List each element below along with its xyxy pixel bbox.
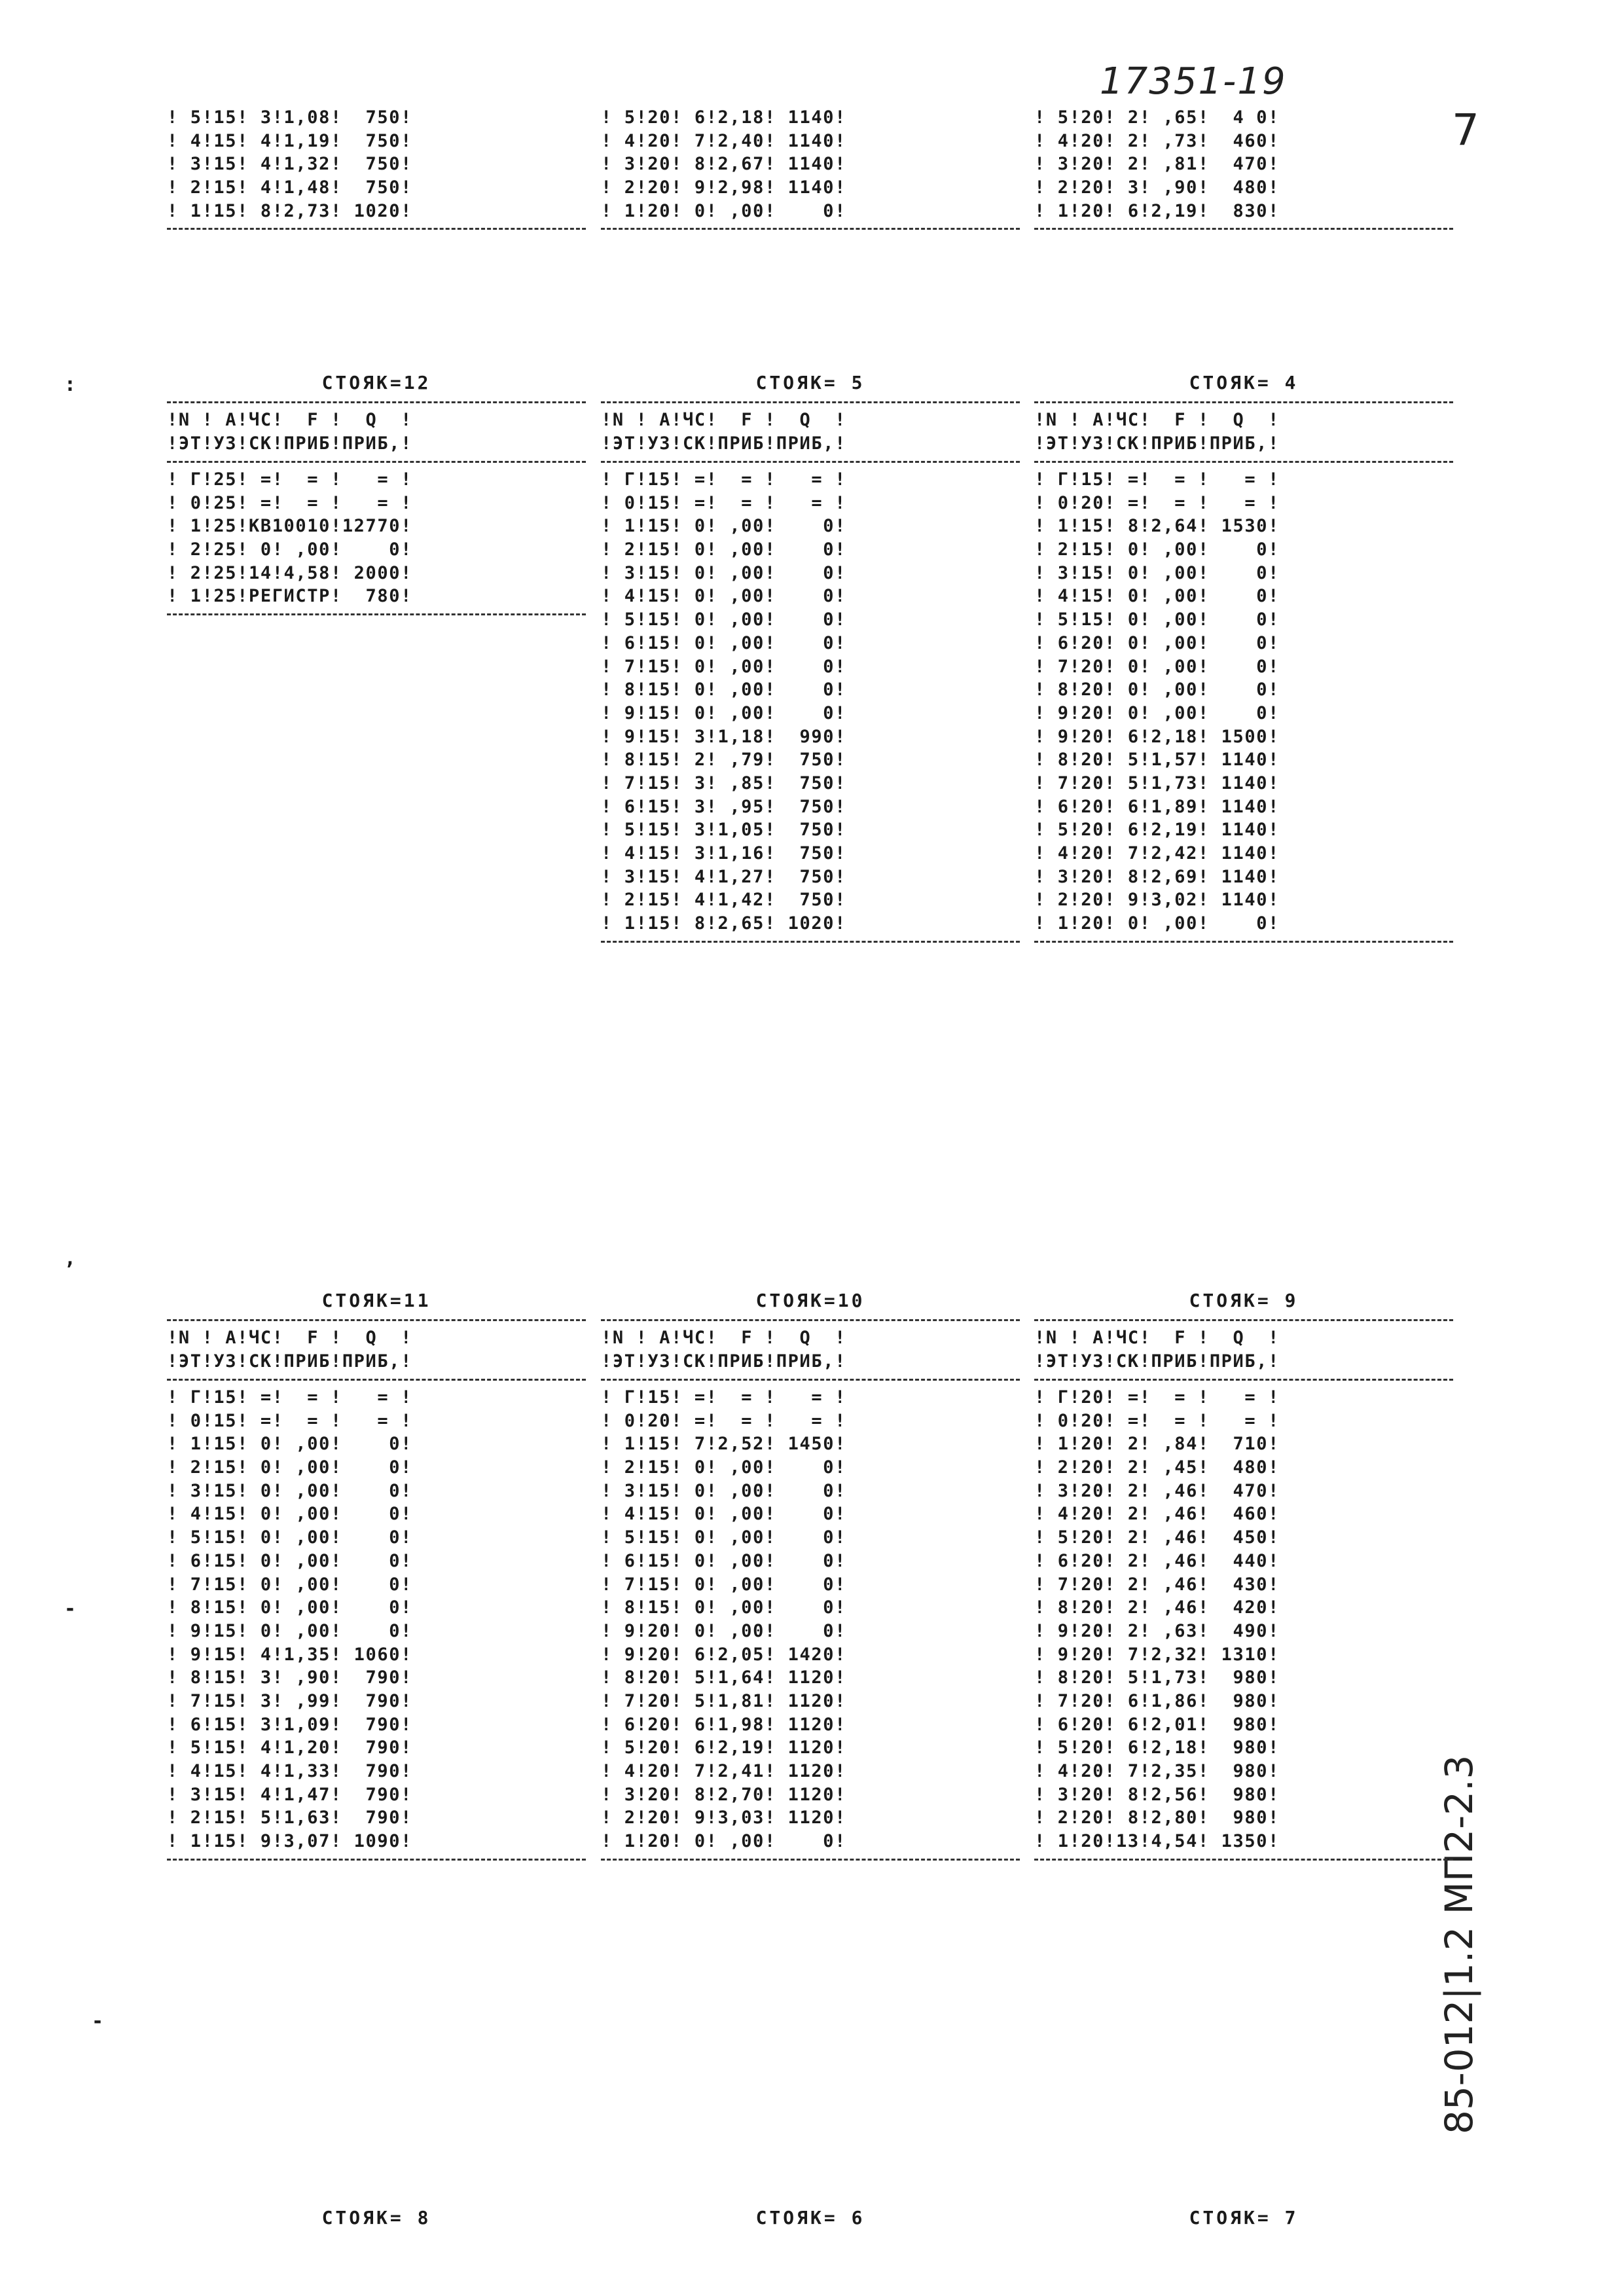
table-row: ! 6!20! 6!2,01! 980!	[1034, 1714, 1280, 1735]
table-row: ! Г!20! =! = ! = !	[1034, 1387, 1280, 1408]
table-row: ! 0!20! =! = ! = !	[601, 1410, 846, 1431]
riser-table-10	[601, 1288, 1020, 1866]
table-body	[601, 468, 1020, 936]
table-row: ! 2!20! 9!3,02! 1140!	[1034, 890, 1280, 911]
margin-mark: -	[64, 1597, 77, 1620]
table-title: СТОЯК= 7	[1189, 2207, 1299, 2228]
table-row: ! 1!20!13!4,54! 1350!	[1034, 1831, 1280, 1852]
table-row: ! 4!20! 2! ,46! 460!	[1034, 1504, 1280, 1525]
table-row: ! 1!25!РЕГИСТР! 780!	[167, 586, 412, 607]
table-row: ! 2!15! 4!1,42! 750!	[601, 890, 846, 911]
riser-table-4	[1034, 370, 1453, 948]
top-rows-1	[167, 106, 586, 223]
table-row: ! 1!15! 7!2,52! 1450!	[601, 1434, 846, 1455]
margin-mark: :	[64, 373, 77, 396]
riser-table-12	[167, 370, 586, 621]
divider	[167, 461, 586, 463]
riser-table-5	[601, 370, 1020, 948]
table-title: СТОЯК=10	[755, 1290, 865, 1311]
header-row: !ЭТ!УЗ!СК!ПРИБ!ПРИБ,!	[601, 1351, 846, 1372]
table-row: ! 1!20! 0! ,00! 0!	[1034, 913, 1280, 934]
table-row: ! 4!15! 0! ,00! 0!	[1034, 586, 1280, 607]
table-row: ! 4!20! 7!2,35! 980!	[1034, 1761, 1280, 1781]
table-row: ! Г!15! =! = ! = !	[601, 1387, 846, 1408]
table-row: ! 5!15! 0! ,00! 0!	[601, 609, 846, 630]
table-row: ! 5!15! 3!1,08! 750!	[167, 107, 412, 128]
table-row: ! 3!20! 2! ,81! 470!	[1034, 154, 1280, 175]
table-title: СТОЯК= 5	[755, 372, 865, 393]
table-row: ! 0!25! =! = ! = !	[167, 492, 412, 513]
table-row: ! 5!15! 4!1,20! 790!	[167, 1737, 412, 1758]
table-body	[1034, 468, 1453, 936]
table-row: ! 6!20! 6!1,98! 1120!	[601, 1714, 846, 1735]
table-row: ! 8!15! 2! ,79! 750!	[601, 750, 846, 771]
divider	[167, 1319, 586, 1321]
table-row: ! 3!20! 2! ,46! 470!	[1034, 1480, 1280, 1501]
table-row: ! 5!20! 2! ,46! 450!	[1034, 1527, 1280, 1548]
table-row: ! 6!20! 2! ,46! 440!	[1034, 1550, 1280, 1571]
table-body	[167, 468, 586, 608]
table-row: ! 9!20! 6!2,18! 1500!	[1034, 726, 1280, 747]
table-row: ! 3!20! 8!2,70! 1120!	[601, 1784, 846, 1805]
table-row: ! Г!15! =! = ! = !	[167, 1387, 412, 1408]
divider	[167, 1379, 586, 1381]
divider	[601, 461, 1020, 463]
table-row: ! 6!20! 6!1,89! 1140!	[1034, 796, 1280, 817]
table-row: ! 3!15! 0! ,00! 0!	[601, 1480, 846, 1501]
table-row: ! 8!20! 5!1,73! 980!	[1034, 1667, 1280, 1688]
table-row: ! 8!20! 5!1,57! 1140!	[1034, 750, 1280, 771]
header-row: !ЭТ!УЗ!СК!ПРИБ!ПРИБ,!	[601, 433, 846, 454]
table-row: ! 8!15! 3! ,90! 790!	[167, 1667, 412, 1688]
table-title: СТОЯК=11	[321, 1290, 431, 1311]
header-row: !N ! А!ЧС! F ! Q !	[167, 410, 412, 430]
divider	[1034, 228, 1453, 230]
table-row: ! 4!20! 7!2,40! 1140!	[601, 130, 846, 151]
divider	[601, 941, 1020, 943]
riser-title-6	[601, 2205, 1020, 2231]
table-row: ! 7!20! 6!1,86! 980!	[1034, 1690, 1280, 1711]
table-row: ! 2!20! 9!2,98! 1140!	[601, 177, 846, 198]
table-row: ! Г!15! =! = ! = !	[601, 469, 846, 490]
table-row: ! 8!15! 0! ,00! 0!	[601, 1597, 846, 1618]
table-row: ! 2!15! 5!1,63! 790!	[167, 1808, 412, 1828]
table-row: ! 5!20! 6!2,18! 1140!	[601, 107, 846, 128]
top-table-1	[167, 106, 586, 235]
divider	[167, 228, 586, 230]
table-row: ! 1!15! 9!3,07! 1090!	[167, 1831, 412, 1852]
table-row: ! 1!15! 8!2,64! 1530!	[1034, 516, 1280, 537]
top-rows-2	[601, 106, 1020, 223]
divider	[167, 1859, 586, 1861]
table-row: ! 3!15! 4!1,47! 790!	[167, 1784, 412, 1805]
header-row: !N ! А!ЧС! F ! Q !	[601, 1328, 846, 1348]
table-row: ! 1!15! 8!2,73! 1020!	[167, 200, 412, 221]
table-row: ! 5!20! 2! ,65! 4 0!	[1034, 107, 1280, 128]
table-row: ! 1!15! 8!2,65! 1020!	[601, 913, 846, 934]
table-row: ! 3!15! 0! ,00! 0!	[1034, 562, 1280, 583]
riser-table-11	[167, 1288, 586, 1866]
top-table-3	[1034, 106, 1453, 235]
table-row: ! 6!15! 0! ,00! 0!	[601, 1550, 846, 1571]
top-rows-3	[1034, 106, 1453, 223]
table-row: ! 8!15! 0! ,00! 0!	[167, 1597, 412, 1618]
table-row: ! 5!15! 3!1,05! 750!	[601, 820, 846, 841]
header-row: !ЭТ!УЗ!СК!ПРИБ!ПРИБ,!	[1034, 433, 1280, 454]
table-row: ! 3!20! 8!2,67! 1140!	[601, 154, 846, 175]
riser-title-7	[1034, 2205, 1453, 2231]
table-row: ! 2!15! 0! ,00! 0!	[1034, 539, 1280, 560]
table-title: СТОЯК= 6	[755, 2207, 865, 2228]
table-row: ! 6!15! 3!1,09! 790!	[167, 1714, 412, 1735]
table-row: ! 9!20! 0! ,00! 0!	[601, 1620, 846, 1641]
table-row: ! 8!20! 2! ,46! 420!	[1034, 1597, 1280, 1618]
table-row: ! 9!20! 6!2,05! 1420!	[601, 1644, 846, 1665]
riser-title-8	[167, 2205, 586, 2231]
table-row: ! 2!20! 8!2,80! 980!	[1034, 1808, 1280, 1828]
table-row: ! 4!20! 7!2,41! 1120!	[601, 1761, 846, 1781]
table-row: ! 0!15! =! = ! = !	[167, 1410, 412, 1431]
table-row: ! 2!15! 0! ,00! 0!	[601, 539, 846, 560]
table-row: ! 5!20! 6!2,19! 1140!	[1034, 820, 1280, 841]
doc-number: 17351-19	[1100, 60, 1287, 103]
table-row: ! 4!15! 0! ,00! 0!	[601, 586, 846, 607]
table-row: ! Г!25! =! = ! = !	[167, 469, 412, 490]
table-body	[601, 1386, 1020, 1853]
table-row: ! 4!15! 0! ,00! 0!	[167, 1504, 412, 1525]
table-row: ! 9!20! 7!2,32! 1310!	[1034, 1644, 1280, 1665]
table-row: ! 8!20! 5!1,64! 1120!	[601, 1667, 846, 1688]
table-row: ! 8!15! 0! ,00! 0!	[601, 680, 846, 700]
table-row: ! 9!20! 0! ,00! 0!	[1034, 702, 1280, 723]
table-row: ! 7!20! 5!1,81! 1120!	[601, 1690, 846, 1711]
table-row: ! 4!15! 4!1,33! 790!	[167, 1761, 412, 1781]
table-row: ! 1!20! 6!2,19! 830!	[1034, 200, 1280, 221]
table-row: ! 2!20! 3! ,90! 480!	[1034, 177, 1280, 198]
table-header	[167, 409, 586, 456]
header-row: !ЭТ!УЗ!СК!ПРИБ!ПРИБ,!	[167, 433, 412, 454]
table-row: ! 4!15! 4!1,19! 750!	[167, 130, 412, 151]
table-row: ! 1!20! 2! ,84! 710!	[1034, 1434, 1280, 1455]
table-title: СТОЯК= 4	[1189, 372, 1299, 393]
table-row: ! 2!15! 0! ,00! 0!	[167, 1457, 412, 1478]
table-row: ! 4!15! 0! ,00! 0!	[601, 1504, 846, 1525]
divider	[601, 228, 1020, 230]
table-body	[167, 1386, 586, 1853]
header-row: !N ! А!ЧС! F ! Q !	[1034, 1328, 1280, 1348]
table-row: ! 2!15! 4!1,48! 750!	[167, 177, 412, 198]
table-row: ! 7!20! 5!1,73! 1140!	[1034, 773, 1280, 793]
table-row: ! 1!15! 0! ,00! 0!	[167, 1434, 412, 1455]
divider	[1034, 1859, 1453, 1861]
table-row: ! 2!15! 0! ,00! 0!	[601, 1457, 846, 1478]
table-title: СТОЯК=12	[321, 372, 431, 393]
table-row: ! 5!15! 0! ,00! 0!	[167, 1527, 412, 1548]
table-row: ! 3!15! 4!1,27! 750!	[601, 866, 846, 887]
table-row: ! 7!20! 2! ,46! 430!	[1034, 1574, 1280, 1595]
table-row: ! 3!20! 8!2,69! 1140!	[1034, 866, 1280, 887]
divider	[167, 613, 586, 615]
table-row: ! 9!20! 2! ,63! 490!	[1034, 1620, 1280, 1641]
table-row: ! 1!15! 0! ,00! 0!	[601, 516, 846, 537]
table-row: ! 0!15! =! = ! = !	[601, 492, 846, 513]
table-row: ! 2!20! 2! ,45! 480!	[1034, 1457, 1280, 1478]
side-code: 85-012|1.2 МП2-2.3	[1437, 1755, 1481, 2134]
divider	[1034, 1319, 1453, 1321]
divider	[1034, 401, 1453, 403]
divider	[601, 1379, 1020, 1381]
table-row: ! 6!15! 0! ,00! 0!	[601, 632, 846, 653]
table-row: ! 6!15! 3! ,95! 750!	[601, 796, 846, 817]
table-row: ! 2!25! 0! ,00! 0!	[167, 539, 412, 560]
divider	[1034, 461, 1453, 463]
table-header	[601, 1326, 1020, 1373]
page-number: 7	[1452, 105, 1479, 155]
table-row: ! 3!15! 0! ,00! 0!	[601, 562, 846, 583]
table-row: ! 1!25!КВ10010!12770!	[167, 516, 412, 537]
table-row: ! 7!15! 0! ,00! 0!	[601, 656, 846, 677]
table-row: ! Г!15! =! = ! = !	[1034, 469, 1280, 490]
table-row: ! 5!15! 0! ,00! 0!	[1034, 609, 1280, 630]
table-title: СТОЯК= 8	[321, 2207, 431, 2228]
table-row: ! 8!20! 0! ,00! 0!	[1034, 680, 1280, 700]
table-title: СТОЯК= 9	[1189, 1290, 1299, 1311]
header-row: !ЭТ!УЗ!СК!ПРИБ!ПРИБ,!	[167, 1351, 412, 1372]
header-row: !ЭТ!УЗ!СК!ПРИБ!ПРИБ,!	[1034, 1351, 1280, 1372]
table-row: ! 7!15! 3! ,99! 790!	[167, 1690, 412, 1711]
margin-mark: ,	[64, 1247, 77, 1270]
table-row: ! 6!15! 0! ,00! 0!	[167, 1550, 412, 1571]
table-row: ! 4!15! 3!1,16! 750!	[601, 843, 846, 864]
table-row: ! 6!20! 0! ,00! 0!	[1034, 632, 1280, 653]
table-row: ! 9!15! 0! ,00! 0!	[601, 702, 846, 723]
table-row: ! 7!15! 3! ,85! 750!	[601, 773, 846, 793]
table-header	[1034, 409, 1453, 456]
divider	[167, 401, 586, 403]
table-row: ! 7!15! 0! ,00! 0!	[167, 1574, 412, 1595]
table-row: ! 2!20! 9!3,03! 1120!	[601, 1808, 846, 1828]
table-row: ! 3!15! 0! ,00! 0!	[167, 1480, 412, 1501]
table-row: ! 0!20! =! = ! = !	[1034, 1410, 1280, 1431]
table-row: ! 1!20! 0! ,00! 0!	[601, 200, 846, 221]
table-row: ! 3!15! 4!1,32! 750!	[167, 154, 412, 175]
table-header	[1034, 1326, 1453, 1373]
table-row: ! 4!20! 2! ,73! 460!	[1034, 130, 1280, 151]
divider	[1034, 1379, 1453, 1381]
table-row: ! 9!15! 0! ,00! 0!	[167, 1620, 412, 1641]
table-row: ! 2!25!14!4,58! 2000!	[167, 562, 412, 583]
table-body	[1034, 1386, 1453, 1853]
table-row: ! 7!15! 0! ,00! 0!	[601, 1574, 846, 1595]
divider	[601, 1859, 1020, 1861]
header-row: !N ! А!ЧС! F ! Q !	[1034, 410, 1280, 430]
header-row: !N ! А!ЧС! F ! Q !	[167, 1328, 412, 1348]
table-row: ! 9!15! 3!1,18! 990!	[601, 726, 846, 747]
table-row: ! 7!20! 0! ,00! 0!	[1034, 656, 1280, 677]
table-row: ! 3!20! 8!2,56! 980!	[1034, 1784, 1280, 1805]
divider	[1034, 941, 1453, 943]
table-row: ! 9!15! 4!1,35! 1060!	[167, 1644, 412, 1665]
table-row: ! 0!20! =! = ! = !	[1034, 492, 1280, 513]
top-table-2	[601, 106, 1020, 235]
table-header	[601, 409, 1020, 456]
table-header	[167, 1326, 586, 1373]
margin-mark: -	[92, 2010, 104, 2033]
table-row: ! 4!20! 7!2,42! 1140!	[1034, 843, 1280, 864]
divider	[601, 1319, 1020, 1321]
table-row: ! 5!15! 0! ,00! 0!	[601, 1527, 846, 1548]
table-row: ! 5!20! 6!2,19! 1120!	[601, 1737, 846, 1758]
divider	[601, 401, 1020, 403]
table-row: ! 5!20! 6!2,18! 980!	[1034, 1737, 1280, 1758]
riser-table-9	[1034, 1288, 1453, 1866]
table-row: ! 1!20! 0! ,00! 0!	[601, 1831, 846, 1852]
header-row: !N ! А!ЧС! F ! Q !	[601, 410, 846, 430]
